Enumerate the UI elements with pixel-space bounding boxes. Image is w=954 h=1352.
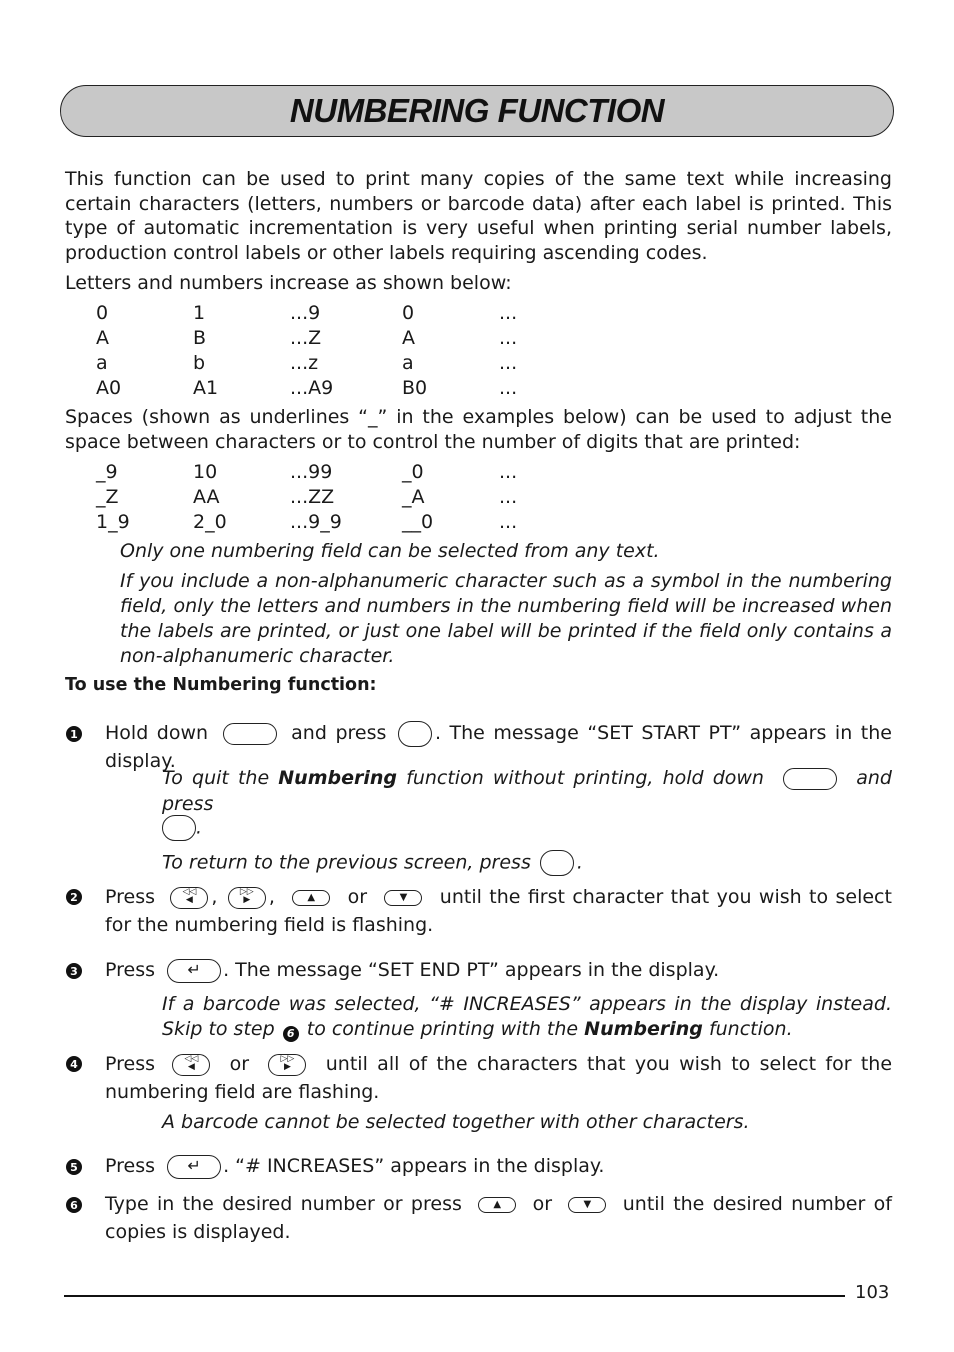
step-text: Press xyxy=(105,1053,156,1075)
note-text: If a barcode was selected, “# INCREASES” appears in the display instead. Skip to step xyxy=(162,993,892,1040)
table-cell: ... xyxy=(499,377,518,399)
note-text: To return to the previous screen, press xyxy=(162,851,531,874)
note-text: function without printing, hold down xyxy=(406,767,764,789)
to-use-heading: To use the Numbering function: xyxy=(65,675,377,695)
table-cell: ... xyxy=(499,486,518,508)
table-cell: 0 xyxy=(96,302,109,324)
letters-intro: Letters and numbers increase as shown below: xyxy=(65,272,512,294)
table-cell: a xyxy=(96,352,108,374)
step-text: until the desired number of copies is displayed. xyxy=(105,1193,892,1243)
step-text: Press xyxy=(105,959,156,981)
right-arrow-icon: ▶ xyxy=(283,1061,291,1072)
table-cell: AA xyxy=(193,486,220,508)
step-text: or xyxy=(229,1053,250,1075)
rewind-icon: ◁◁ xyxy=(182,886,197,897)
table-cell: ... xyxy=(499,327,518,349)
note-text: . xyxy=(196,816,203,839)
table-cell: 1_9 xyxy=(96,511,130,533)
left-arrow-icon: ◀ xyxy=(185,894,193,905)
step-4 xyxy=(105,1050,892,1106)
step-number: 4 xyxy=(66,1056,82,1072)
step-text: Type in the desired number or press xyxy=(105,1193,462,1215)
note-single-field: Only one numbering field can be selected from any text. xyxy=(120,540,660,562)
return-arrow-icon: ↵ xyxy=(187,1155,201,1175)
page-title: NUMBERING FUNCTION xyxy=(289,92,665,129)
step-text: , xyxy=(211,886,218,908)
note-text: and press xyxy=(162,767,892,815)
numbering-keyword: Numbering xyxy=(278,767,397,789)
note-text: function. xyxy=(708,1018,793,1040)
spaces-paragraph: Spaces (shown as underlines “_” in the examples below) can be used to adjust the space between characters or to control the number of digits that are printed: xyxy=(65,406,892,453)
step-text: and press xyxy=(291,722,387,744)
ffwd-right-key-icon xyxy=(268,1054,306,1076)
step-number: 2 xyxy=(66,889,82,905)
table-cell: ...A9 xyxy=(290,377,334,399)
down-arrow-icon: ▼ xyxy=(583,1198,592,1210)
return-key-icon xyxy=(167,959,221,983)
code-key-icon xyxy=(223,723,277,745)
title-banner xyxy=(60,85,894,137)
table-cell: _A xyxy=(402,486,425,508)
step-5 xyxy=(105,1152,892,1180)
table-cell: a xyxy=(402,352,414,374)
step-1-return-note xyxy=(162,850,892,876)
note-non-alphanumeric: If you include a non-alphanumeric character such as a symbol in the numbering field, only the letters and numbers in the numbering field will be increased when the labels are printed, or just one label will be printed if the field only contains a non-alphanumeric character. xyxy=(120,570,892,667)
table-cell: 10 xyxy=(193,461,218,483)
note-text: To quit the xyxy=(162,767,270,789)
table-cell: ...ZZ xyxy=(290,486,335,508)
code-key-icon xyxy=(783,768,837,790)
step-1-quit-note xyxy=(162,765,892,817)
table-cell: ...9_9 xyxy=(290,511,342,533)
step-1-quit-key xyxy=(162,815,202,841)
table-cell: A xyxy=(96,327,109,349)
page-number: 103 xyxy=(855,1282,890,1303)
table-cell: _Z xyxy=(96,486,119,508)
table-cell: ...9 xyxy=(290,302,321,324)
step-text: or xyxy=(532,1193,553,1215)
numbering-keyword: Numbering xyxy=(584,1018,703,1040)
step-text: . The message “SET START PT” appears in the display. xyxy=(105,722,892,772)
table-cell: ... xyxy=(499,461,518,483)
table-cell: ... xyxy=(499,302,518,324)
table-cell: B0 xyxy=(402,377,428,399)
table-cell: ... xyxy=(499,352,518,374)
up-key-icon xyxy=(292,890,330,906)
step-text: until all of the characters that you wish to select for the numbering field are flashing. xyxy=(105,1053,893,1103)
table-cell: ...z xyxy=(290,352,319,374)
down-key-icon xyxy=(568,1197,606,1213)
table-cell: __0 xyxy=(402,511,434,533)
ffwd-right-key-icon xyxy=(228,887,266,909)
down-arrow-icon: ▼ xyxy=(399,891,408,903)
up-key-icon xyxy=(478,1197,516,1213)
table-cell: A1 xyxy=(193,377,219,399)
table-cell: ...Z xyxy=(290,327,322,349)
table-cell: 2_0 xyxy=(193,511,227,533)
table-cell: b xyxy=(193,352,206,374)
step-text: Hold down xyxy=(105,722,209,744)
table-cell: A0 xyxy=(96,377,122,399)
table-cell: 1 xyxy=(193,302,206,324)
step-3-barcode-note xyxy=(162,992,892,1042)
step-text: . The message “SET END PT” appears in the display. xyxy=(223,959,720,981)
return-key-icon xyxy=(167,1155,221,1179)
fast-forward-icon: ▷▷ xyxy=(280,1053,295,1064)
step-text: until the first character that you wish to select for the numbering field is flashing. xyxy=(105,886,892,936)
step-2 xyxy=(105,883,892,939)
step-4-barcode-note: A barcode cannot be selected together with other characters. xyxy=(162,1111,750,1133)
left-arrow-icon: ◀ xyxy=(187,1061,195,1072)
rewind-left-key-icon xyxy=(170,887,208,909)
table-cell: _9 xyxy=(96,461,118,483)
step-number: 1 xyxy=(66,726,82,742)
table-cell: ... xyxy=(499,511,518,533)
step-number: 6 xyxy=(283,1026,299,1042)
note-text: . xyxy=(576,851,583,874)
step-3 xyxy=(105,956,892,984)
round-key-icon xyxy=(162,815,196,841)
round-key-icon xyxy=(398,721,432,747)
note-text: to continue printing with the xyxy=(306,1018,579,1040)
footer-rule xyxy=(64,1295,845,1297)
step-text: Press xyxy=(105,1155,156,1177)
table-cell: 0 xyxy=(402,302,415,324)
round-key-icon xyxy=(540,850,574,876)
step-number: 5 xyxy=(66,1159,82,1175)
return-arrow-icon: ↵ xyxy=(187,959,201,979)
step-number: 3 xyxy=(66,963,82,979)
intro-paragraph: This function can be used to print many copies of the same text while increasing certain characters (letters, numbers or barcode data) after each label is printed. This type of automatic incrementation is very useful when printing serial number labels, production control labels or other labels requiring ascending codes. xyxy=(65,168,892,264)
step-number: 6 xyxy=(66,1197,82,1213)
step-text: or xyxy=(347,886,368,908)
table-cell: _0 xyxy=(402,461,424,483)
up-arrow-icon: ▲ xyxy=(307,891,316,903)
rewind-icon: ◁◁ xyxy=(184,1053,199,1064)
table-cell: A xyxy=(402,327,415,349)
step-text: Press xyxy=(105,886,156,908)
down-key-icon xyxy=(384,890,422,906)
rewind-left-key-icon xyxy=(172,1054,210,1076)
step-text: . “# INCREASES” appears in the display. xyxy=(223,1155,605,1177)
step-6 xyxy=(105,1190,892,1246)
right-arrow-icon: ▶ xyxy=(243,894,251,905)
fast-forward-icon: ▷▷ xyxy=(239,886,254,897)
table-cell: B xyxy=(193,327,207,349)
step-text: , xyxy=(268,886,275,908)
table-cell: ...99 xyxy=(290,461,333,483)
up-arrow-icon: ▲ xyxy=(493,1198,502,1210)
